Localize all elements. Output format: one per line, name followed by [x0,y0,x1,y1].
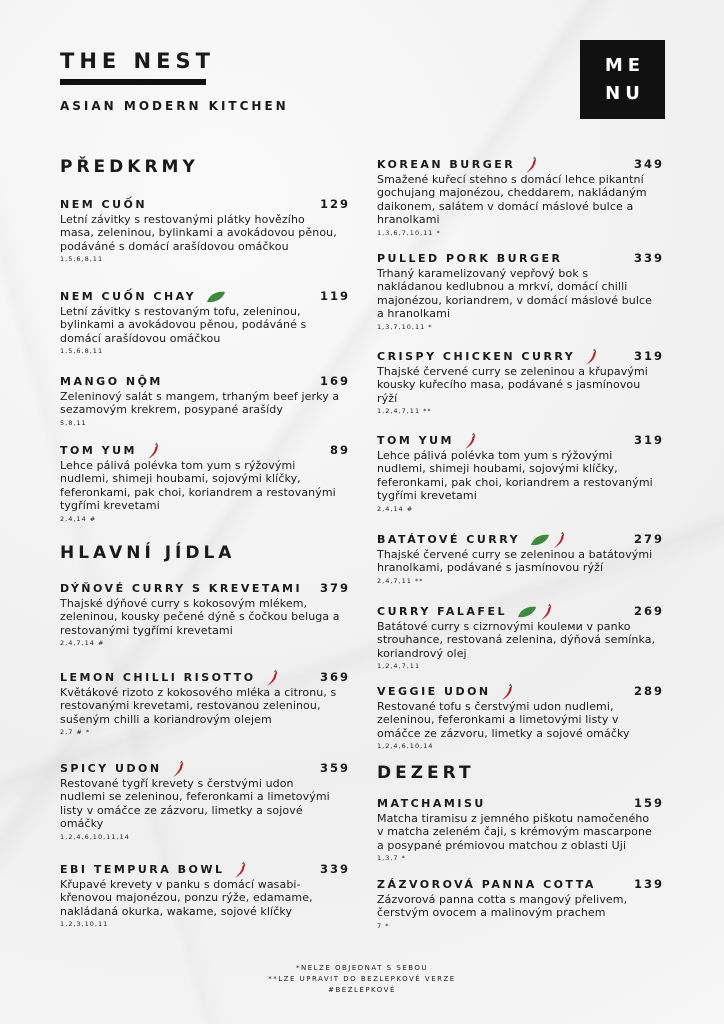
menu-item [377,877,664,930]
description-line: Letní závitky s restovanými plátky hovězího [60,213,305,226]
menu-item-icons [585,348,597,366]
menu-item-header [377,877,664,892]
menu-item-allergens: 1,5,6,8,11 [60,255,104,264]
menu-item-allergens: 2,7 # * [60,728,91,737]
menu-item-icons [501,683,513,701]
menu-item-price: 359 [319,761,350,775]
chilli-icon [147,442,159,460]
menu-item-description [60,777,350,831]
menu-item [377,684,664,750]
leaf-icon [517,606,537,618]
menu-item-price: 169 [319,374,350,388]
menu-item-name: VEGGIE UDON [377,685,491,698]
description-line: hranolkami, podávané s jasmínovou rýží [377,561,604,575]
menu-item-header [60,670,350,685]
menu-item-allergens: 2,4,7,11 ** [377,576,424,585]
menu-item-icons [234,861,246,879]
menu-item-header [377,349,664,364]
description-line: Lehce pálivá polévka tom yum s rýžovými [60,459,296,472]
description-line: sezamovým krekrem, posypané arašídy [60,403,283,417]
description-line: Matcha tiramisu z jemného piškotu namočeného [377,812,650,825]
chilli-icon [464,432,476,450]
menu-item-name: CRISPY CHICKEN CURRY [377,350,576,363]
section-title-hlavni-jidla: HLAVNÍ JÍDLA [60,543,236,563]
menu-item-price: 129 [319,197,350,211]
description-line: majonézou, koriandrem, v domácí máslové bulce [377,293,653,307]
description-line: daikonem, salátem v domácí máslové bulce a [377,199,634,213]
chilli-icon [553,531,565,549]
chilli-icon [585,348,597,366]
menu-item-allergens: 2,4,14 # [377,504,414,513]
description-line: Batátové curry s cizrnovými kouleми v panko [377,620,631,633]
menu-item-name: MANGO NỘM [60,375,163,388]
description-line: feferonkami, pak choi, koriandrem a restovanými [60,485,336,499]
chilli-icon [501,683,513,701]
menu-item-price: 269 [633,604,664,618]
menu-item [377,604,664,670]
description-line: nudlemi se zeleninou, feferonkami a limetovými [60,790,330,804]
menu-item-price: 289 [633,684,664,698]
description-line: a posypané prémiovou matchou z oblasti Uji [377,838,627,852]
menu-item [60,581,350,647]
menu-item-description [60,213,350,253]
menu-item-icons [517,603,552,621]
menu-item-name: SPICY UDON [60,762,162,775]
menu-item-allergens: 1,3,6,7,10,11 * [377,228,441,237]
menu-item-price: 379 [319,581,350,595]
menu-item-name: MATCHAMISU [377,797,486,810]
menu-item-name: DÝŇOVÉ CURRY S KREVETAMI [60,582,303,595]
description-line: Thajské dýňové curry s kokosovým mlékem, [60,597,308,610]
menu-item-description [377,812,664,852]
description-line: Smažené kuřecí stehno s domácí lehce pikantní [377,173,644,186]
menu-item-header [60,862,350,877]
footnote: #BEZLEPKOVÉ [328,986,396,994]
menu-item [377,796,664,862]
menu-item-header [60,289,350,304]
menu-item-name: EBI TEMPURA BOWL [60,863,225,876]
menu-item-allergens: 5,8,11 [60,418,87,427]
menu-item-icons [147,442,159,460]
chilli-icon [525,156,537,174]
menu-item [377,349,664,415]
description-line: Trhaný karamelizovaný vepřový bok s [377,267,589,280]
menu-item [60,862,350,928]
description-line: omáčky [60,817,104,831]
menu-item-name: BATÁTOVÉ CURRY [377,533,521,546]
menu-item-description [60,686,350,726]
description-line: zeleninou, feferonkami a limetovými listy v [377,713,619,727]
menu-item-allergens: 1,2,3,10,11 [60,920,109,929]
menu-item-icons [530,531,565,549]
chilli-icon [540,603,552,621]
description-line: rýží [377,391,398,405]
description-line: feferonkami, pak choi, koriandrem a restovanými [377,475,653,489]
menu-item-icons [206,291,226,303]
menu-item-price: 349 [633,157,664,171]
menu-item-header [377,604,664,619]
menu-item-price: 369 [319,670,350,684]
restaurant-name: THE NEST [60,49,215,73]
footnote: **LZE UPRAVIT DO BEZLEPKOVÉ VERZE [268,975,456,983]
menu-item-price: 319 [633,433,664,447]
menu-item [60,443,350,523]
menu-item-allergens: 1,3,7,10,11 * [377,322,433,331]
menu-item-name: PULLED PORK BURGER [377,252,563,265]
section-title-predkrmy: PŘEDKRMY [60,157,199,177]
menu-item-description [60,305,350,345]
description-line: bylinkami a avokádovou pěnou, podáváné s [60,318,307,332]
description-line: nudlemi, shimeji houbami, sojovými klíčky, [377,462,618,476]
chilli-icon [266,669,278,687]
description-line: hranolkami [377,213,440,227]
menu-item-description [377,267,664,321]
menu-item-description [377,620,664,660]
description-line: Zázvorová panna cotta s mangový přelivem, [377,893,628,906]
description-line: Křupavé krevety v panku s domácí wasabi- [60,878,301,891]
description-line: podáváné s domácí arašídovou omáčkou [60,239,289,253]
description-line: zeleninou, kousky pečené dýně s čočkou beluga a [60,610,340,624]
description-line: Lehce pálivá polévka tom yum s rýžovými [377,449,613,462]
description-line: listy v omáčce ze zázvoru, limetky a sojové [60,803,303,817]
menu-item-icons [172,760,184,778]
chilli-icon [234,861,246,879]
menu-badge [580,40,665,119]
description-line: gochujang majonézou, cheddarem, nakládaným [377,186,647,200]
menu-item-header [377,684,664,699]
menu-item [377,433,664,513]
menu-item-name: CURRY FALAFEL [377,605,507,618]
description-line: křenovou majonézou, ponzu rýže, edamame, [60,891,313,905]
description-line: strouhance, restovaná zelenina, dýňová semínka, [377,633,656,647]
description-line: Thajské červené curry se zeleninou a batátovými [377,548,653,561]
description-line: Restované tygří krevety s čerstvými udon [60,777,294,790]
menu-item [60,374,350,427]
description-line: Zeleninový salát s mangem, trhaným beef jerky a [60,390,340,403]
menu-item-name: KOREAN BURGER [377,158,516,171]
menu-item-name: TOM YUM [60,444,137,457]
menu-item-name: TOM YUM [377,434,454,447]
description-line: v matcha zeleném čaji, s krémovým mascarpone [377,825,652,839]
description-line: čerstvým ovocem a malinovým prachem [377,906,606,920]
menu-item-description [60,597,350,637]
menu-item-allergens: 1,5,6,8,11 [60,347,104,356]
menu-item-price: 139 [633,877,664,891]
menu-item [377,532,664,585]
description-line: nakládanou kedlubnou a mrkví, domácí chilli [377,280,628,294]
menu-item-header [60,197,350,212]
menu-item-description [377,365,664,405]
chilli-icon [172,760,184,778]
menu-item-price: 279 [633,532,664,546]
description-line: Letní závitky s restovaným tofu, zeleninou, [60,305,301,318]
description-line: restovanými krevetami, restovanou zeleninou, [60,699,321,713]
menu-item-header [377,251,664,266]
menu-item-header [377,433,664,448]
description-line: kousky kuřecího masa, podávané s jasmínovou [377,378,641,392]
leaf-icon [206,291,226,303]
menu-item-header [377,157,664,172]
menu-item-price: 119 [319,289,350,303]
menu-item-header [60,374,350,389]
menu-item-allergens: 2,4,14 # [60,514,97,523]
description-line: masa, zeleninou, bylinkami a avokádovou pěnou, [60,226,337,240]
brand-header [60,48,289,113]
menu-item-price: 319 [633,349,664,363]
title-underline [60,79,206,85]
description-line: Květákové rizoto z kokosového mléka a citronu, s [60,686,337,699]
menu-item-header [60,443,350,458]
description-line: sušeným chilli a koriandrovým olejem [60,712,272,726]
description-line: omáčce ze zázvoru, limetky a sojové omáčky [377,726,630,740]
menu-item-price: 159 [633,796,664,810]
menu-item [377,157,664,237]
menu-item [60,197,350,263]
menu-item-allergens: 1,3,7 * [377,854,406,863]
menu-badge-line1: ME [604,54,646,76]
description-line: a hranolkami [377,307,451,321]
description-line: Restované tofu s čerstvými udon nudlemi, [377,700,614,713]
menu-item-header [377,796,664,811]
menu-item-allergens: 1,2,4,6,10,14 [377,742,434,751]
menu-item-price: 339 [633,251,664,265]
menu-item-icons [266,669,278,687]
menu-item-allergens: 1,2,4,6,10,11,14 [60,832,130,841]
menu-item-header [60,761,350,776]
description-line: nudlemi, shimeji houbami, sojovými klíčky, [60,472,301,486]
menu-item-header [60,581,350,596]
description-line: nakládaná okurka, wakame, sojové klíčky [60,904,293,918]
restaurant-subtitle: ASIAN MODERN KITCHEN [60,99,289,113]
menu-item-name: NEM CUỐN CHAY [60,290,197,303]
menu-item-description [60,390,350,417]
menu-item-name: ZÁZVOROVÁ PANNA COTTA [377,878,596,891]
menu-badge-line2: NU [605,82,645,104]
menu-item-allergens: 1,2,4,7,11 ** [377,407,432,416]
menu-item-header [377,532,664,547]
menu-item-name: LEMON CHILLI RISOTTO [60,671,256,684]
description-line: Thajské červené curry se zeleninou a křupavými [377,365,648,378]
menu-item-icons [464,432,476,450]
description-line: domácí arašídovou omáčkou [60,331,221,345]
menu-item-description [377,548,664,575]
menu-item-name: NEM CUỐN [60,198,148,211]
menu-item [377,251,664,331]
footnote: *NELZE OBJEDNAT S SEBOU [295,964,429,972]
menu-item-description [60,459,350,513]
description-line: restovanými tygřími krevetami [60,623,233,637]
menu-item-icons [525,156,537,174]
menu-item [60,761,350,841]
menu-item-description [60,878,350,918]
menu-item-price: 339 [319,862,350,876]
menu-item-allergens: 2,4,7,14 # [60,639,105,648]
menu-item-allergens: 7 * [377,921,390,930]
menu-item-description [377,449,664,503]
section-title-dezert: DEZERT [377,763,475,783]
description-line: tygřími krevetami [60,499,160,513]
menu-item [60,289,350,355]
menu-item [60,670,350,736]
description-line: tygřími krevetami [377,489,477,503]
menu-item-description [377,893,664,920]
menu-item-allergens: 1,2,4,7,11 [377,662,421,671]
leaf-icon [530,534,550,546]
menu-item-price: 89 [329,443,350,457]
menu-item-description [377,173,664,227]
menu-item-description [377,700,664,740]
footnotes [200,963,524,996]
description-line: koriandrový olej [377,646,467,660]
